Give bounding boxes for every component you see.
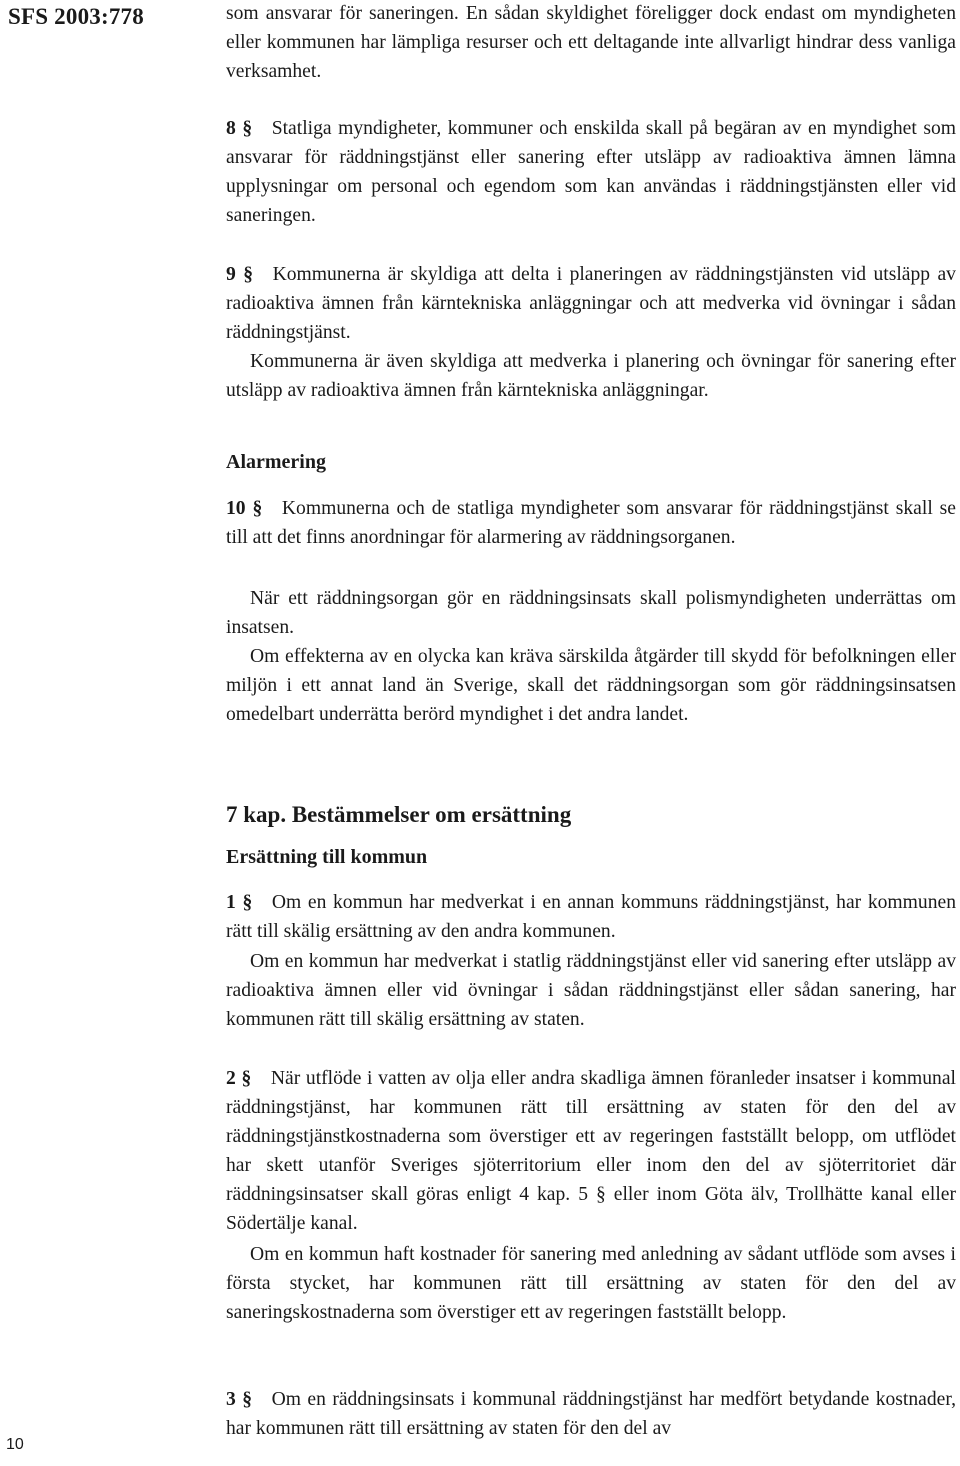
section-2 (226, 1064, 956, 1238)
section-text: Kommunerna är skyldiga att delta i planeringen av räddningstjänsten vid utsläpp av radioaktiva ämnen från kärntekniska anläggningar och att medverka vid övningar i sådan räddningstjänst. (226, 264, 956, 343)
section-text: Statliga myndigheter, kommuner och enskilda skall på begäran av en myndighet som ansvarar för räddningstjänst eller sanering efter utsläpp av radioaktiva ämnen lämna upplysningar om personal och egendom som kan användas i räddningstjänsten eller vid saneringen. (226, 118, 956, 226)
chapter-heading (226, 802, 571, 828)
section-9 (226, 260, 956, 347)
section-number: 10 § (226, 498, 263, 519)
section-10-paragraph-2: När ett räddningsorgan gör en räddningsinsats skall polismyndigheten underrättas om insatsen. (226, 588, 956, 638)
section-text: Om en kommun har medverkat i en annan kommuns räddningstjänst, har kommunen rätt till skälig ersättning av den andra kommunen. (226, 892, 956, 942)
section-10 (226, 494, 956, 552)
paragraph-continued: som ansvarar för saneringen. En sådan skyldighet föreligger dock endast om myndigheten eller kommunen har lämpliga resurser och ett deltagande inte allvarligt hindrar dess vanliga verksamhet. (226, 3, 956, 82)
section-8 (226, 114, 956, 230)
section-1-paragraph-2: Om en kommun har medverkat i statlig räddningstjänst eller vid sanering efter utsläpp av radioaktiva ämnen eller vid övningar i sådan räddningstjänst eller sådan sanering, har kommunen rätt till skälig ersättning av staten. (226, 951, 956, 1030)
section-number: 2 § (226, 1068, 252, 1089)
section-1 (226, 888, 956, 946)
section-number: 8 § (226, 118, 253, 139)
chapter-number: 7 kap. (226, 802, 287, 827)
section-9-paragraph-2: Kommunerna är även skyldiga att medverka i planering och övningar för sanering efter utsläpp av radioaktiva ämnen från kärntekniska anläggningar. (226, 351, 956, 401)
section-3 (226, 1385, 956, 1443)
section-2-paragraph-2: Om en kommun haft kostnader för sanering med anledning av sådant utflöde som avses i första stycket, har kommunen rätt till ersättning av staten för den del av saneringskostnaderna som överstiger ett av regeringen fastställt belopp. (226, 1244, 956, 1323)
section-number: 1 § (226, 892, 253, 913)
chapter-title: Bestämmelser om ersättning (291, 802, 572, 827)
section-text: När utflöde i vatten av olja eller andra skadliga ämnen föranleder insatser i kommunal räddningstjänst, har kommunen rätt till ersättning av staten för den del av räddningstjänstkostnaderna som överstiger ett av regeringen fastställt belopp, om utflödet har skett utanför Sveriges sjöterritorium eller inom den del av sjöterritoriet där räddningsinsatser skall göras enligt 4 kap. 5 § eller inom Göta älv, Trollhätte kanal eller Södertälje kanal. (226, 1068, 956, 1234)
heading-ersattning-till-kommun: Ersättning till kommun (226, 846, 428, 868)
section-number: 9 § (226, 264, 254, 285)
section-text: Kommunerna och de statliga myndigheter som ansvarar för räddningstjänst skall se till att det finns anordningar för alarmering av räddningsorganen. (226, 498, 956, 548)
heading-alarmering: Alarmering (226, 451, 326, 473)
section-text: Om en räddningsinsats i kommunal räddningstjänst har medfört betydande kostnader, har kommunen rätt till ersättning av staten för den del av (226, 1389, 956, 1439)
page-number: 10 (6, 1436, 24, 1453)
section-number: 3 § (226, 1389, 253, 1410)
sfs-number: SFS 2003:778 (8, 4, 144, 29)
section-10-paragraph-3: Om effekterna av en olycka kan kräva särskilda åtgärder till skydd för befolkningen eller miljön i ett annat land än Sverige, skall det räddningsorgan som gör räddningsinsatsen omedelbart underrätta berörd myndighet i det andra landet. (226, 646, 956, 725)
